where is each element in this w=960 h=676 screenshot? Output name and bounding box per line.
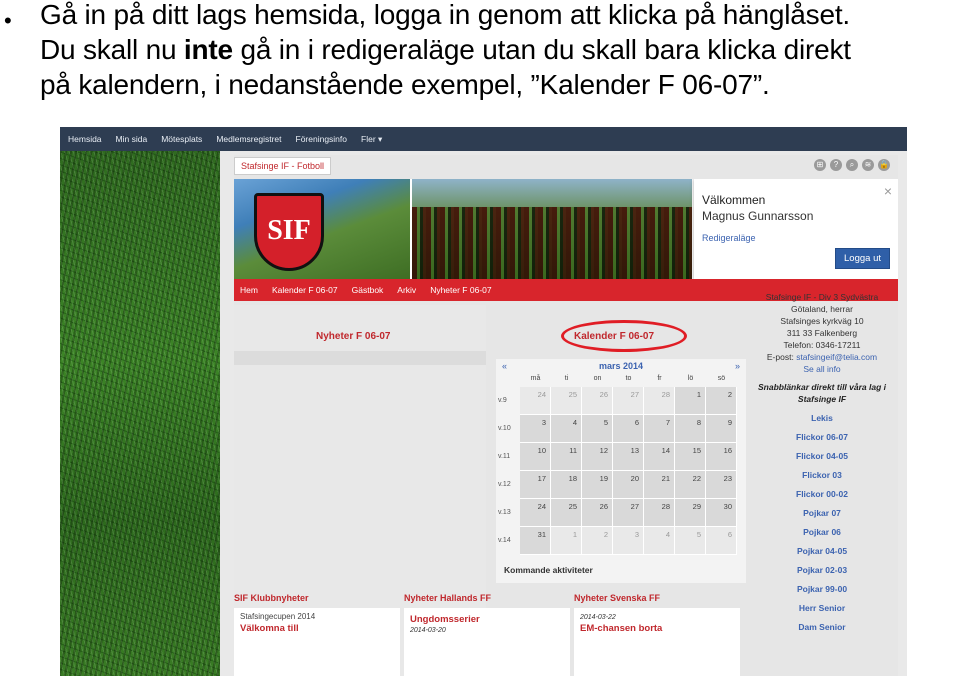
bottom-news-sub: Stafsingecupen 2014 [240, 612, 316, 621]
calendar-day[interactable]: 21 [644, 471, 675, 499]
week-number: v.13 [498, 509, 511, 516]
weekday-label: on [593, 375, 602, 382]
calendar-section [492, 305, 744, 583]
week-number: v.11 [498, 453, 511, 460]
calendar-day[interactable]: 28 [644, 499, 675, 527]
page-content [234, 292, 898, 676]
email-link[interactable]: stafsingeif@telia.com [796, 352, 878, 362]
calendar-day[interactable]: 27 [613, 387, 644, 415]
hallands-news [404, 593, 570, 676]
calendar-day[interactable]: 19 [582, 471, 613, 499]
instruction-line-3: på kalendern, i nedanstående exempel, ”Kalender F 06-07”. [40, 69, 770, 100]
bullet: • [4, 8, 12, 33]
club-logo: SIF [254, 193, 324, 271]
calendar-week-row [496, 415, 746, 443]
bottom-news-title[interactable]: Nyheter Svenska FF [574, 593, 661, 603]
next-month-button[interactable]: » [734, 361, 740, 371]
instruction-line-2-pre: Du skall nu [40, 34, 184, 65]
address-line: 311 33 Falkenberg [786, 328, 858, 338]
calendar-day[interactable]: 3 [520, 415, 551, 443]
calendar-day[interactable]: 25 [551, 387, 582, 415]
club-address [746, 291, 898, 375]
team-link[interactable]: Flickor 00-02 [796, 489, 848, 499]
teamnav-gastbok[interactable]: Gästbok [351, 285, 384, 295]
calendar-month: mars 2014 [598, 361, 644, 371]
calendar-day[interactable]: 6 [706, 527, 737, 555]
teamnav-hem[interactable]: Hem [240, 285, 258, 295]
calendar-day[interactable]: 4 [644, 527, 675, 555]
topnav-foreningsinfo[interactable]: Föreningsinfo [295, 134, 348, 144]
instruction-emphasis: inte [183, 34, 233, 65]
team-links [746, 409, 898, 637]
teamnav-nyheter[interactable]: Nyheter F 06-07 [430, 285, 492, 295]
week-number: v.10 [498, 425, 511, 432]
calendar-day[interactable]: 9 [706, 415, 737, 443]
calendar-grid [496, 375, 746, 555]
calendar-day[interactable]: 24 [520, 499, 551, 527]
calendar-day[interactable]: 2 [582, 527, 613, 555]
bottom-news-headline[interactable]: Ungdomsserier [410, 614, 480, 625]
bottom-news-box [574, 608, 740, 676]
calendar-day[interactable]: 4 [551, 415, 582, 443]
calendar-week-row [496, 387, 746, 415]
team-link[interactable]: Pojkar 99-00 [796, 584, 848, 594]
team-link[interactable]: Dam Senior [798, 622, 846, 632]
weekday-label: to [625, 375, 632, 382]
team-link[interactable]: Pojkar 06 [803, 527, 841, 537]
calendar-day[interactable]: 28 [644, 387, 675, 415]
calendar-day[interactable]: 24 [520, 387, 551, 415]
team-link[interactable]: Flickor 04-05 [796, 451, 848, 461]
teamnav-kalender[interactable]: Kalender F 06-07 [271, 285, 338, 295]
welcome-popup [694, 179, 898, 279]
calendar-day[interactable]: 1 [675, 387, 706, 415]
welcome-title: Välkommen [702, 193, 766, 207]
calendar-day[interactable]: 22 [675, 471, 706, 499]
instruction-line-2 [40, 33, 851, 67]
news-title[interactable]: Nyheter F 06-07 [316, 331, 391, 342]
quick-links-heading: Snabblänkar direkt till våra lag i Stafsinge IF [757, 382, 887, 404]
banner-photo-left [234, 179, 410, 279]
topnav-min-sida[interactable]: Min sida [115, 134, 148, 144]
weekday-label: må [530, 375, 541, 382]
team-link[interactable]: Lekis [811, 413, 833, 423]
calendar-day[interactable]: 16 [706, 443, 737, 471]
upcoming-activities: Kommande aktiviteter [504, 565, 593, 575]
user-name: Magnus Gunnarsson [702, 209, 814, 223]
calendar-day[interactable]: 23 [706, 471, 737, 499]
sitemap-icon[interactable]: ⊞ [814, 159, 826, 171]
calendar-day[interactable]: 5 [582, 415, 613, 443]
calendar-day[interactable]: 26 [582, 387, 613, 415]
address-line: Stafsinge IF - Div 3 Sydvästra [765, 292, 879, 302]
bottom-news-headline[interactable]: Välkomna till [240, 623, 299, 634]
calendar-weekday-row [496, 375, 746, 387]
calendar-day[interactable]: 1 [551, 527, 582, 555]
toolbar-icons [814, 159, 890, 171]
news-bar [234, 351, 486, 365]
grass-background [60, 151, 220, 676]
bottom-news-title[interactable]: Nyheter Hallands FF [404, 593, 492, 603]
calendar-day[interactable]: 20 [613, 471, 644, 499]
weekday-label: sö [717, 375, 726, 382]
week-number: v.9 [498, 397, 507, 404]
topnav-motesplats[interactable]: Mötesplats [161, 134, 203, 144]
calendar-day[interactable]: 6 [613, 415, 644, 443]
teamnav-arkiv[interactable]: Arkiv [397, 285, 417, 295]
padlock-icon[interactable]: 🔒 [879, 160, 889, 169]
calendar-day[interactable]: 29 [675, 499, 706, 527]
team-link[interactable]: Pojkar 07 [803, 508, 841, 518]
calendar-day[interactable]: 31 [520, 527, 551, 555]
site-tag[interactable]: Stafsinge IF - Fotboll [234, 157, 331, 175]
weekday-label: lö [687, 375, 694, 382]
topnav-medlemsregistret[interactable]: Medlemsregistret [216, 134, 282, 144]
calendar-week-row [496, 499, 746, 527]
bottom-news-box [234, 608, 400, 676]
email-line [746, 351, 898, 363]
team-link[interactable]: Herr Senior [798, 603, 846, 613]
bottom-news-headline[interactable]: EM-chansen borta [580, 623, 663, 634]
calendar-day[interactable]: 14 [644, 443, 675, 471]
bottom-news-date: 2014-03-20 [410, 627, 446, 634]
calendar-day[interactable]: 12 [582, 443, 613, 471]
team-link[interactable]: Flickor 06-07 [796, 432, 848, 442]
instruction-line-1: Gå in på ditt lags hemsida, logga in genom att klicka på hänglåset. [40, 0, 850, 30]
week-number: v.12 [498, 481, 511, 488]
bottom-news-date: 2014-03-22 [580, 614, 616, 621]
bottom-news-box [404, 608, 570, 676]
calendar-day[interactable]: 11 [551, 443, 582, 471]
week-header-blank [496, 375, 520, 387]
weekday-label: fr [657, 375, 662, 382]
instruction-text [0, 0, 960, 110]
contact-column [746, 291, 898, 676]
rss-icon[interactable]: ≋ [862, 159, 874, 171]
club-news [234, 593, 400, 676]
calendar-header [496, 359, 746, 373]
calendar-day[interactable]: 26 [582, 499, 613, 527]
calendar-day[interactable]: 8 [675, 415, 706, 443]
calendar-link[interactable]: Kalender F 06-07 [574, 331, 655, 342]
address-line: Telefon: 0346-17211 [783, 340, 861, 350]
top-navigation [60, 127, 907, 151]
calendar-day[interactable]: 17 [520, 471, 551, 499]
calendar-day[interactable]: 25 [551, 499, 582, 527]
team-page [234, 155, 898, 676]
calendar-week-row [496, 471, 746, 499]
weekday-label: ti [564, 375, 569, 382]
help-icon[interactable]: ? [830, 159, 842, 171]
week-number: v.14 [498, 537, 511, 544]
email-label: E-post: [766, 352, 797, 362]
calendar-widget [496, 359, 746, 583]
calendar-day[interactable]: 7 [644, 415, 675, 443]
website-screenshot [60, 127, 907, 676]
search-icon[interactable]: ⌕ [846, 159, 858, 171]
calendar-day[interactable]: 10 [520, 443, 551, 471]
calendar-week-row [496, 527, 746, 555]
calendar-day[interactable]: 18 [551, 471, 582, 499]
address-line: Götaland, herrar [791, 304, 853, 314]
bottom-news [234, 593, 744, 676]
instruction-line-2-post: gå in i redigeraläge utan du skall bara klicka direkt [232, 34, 851, 65]
header-banner [234, 179, 898, 279]
svenska-news [574, 593, 740, 676]
see-all-info-link[interactable]: Se all info [803, 364, 841, 374]
team-link[interactable]: Pojkar 04-05 [796, 546, 848, 556]
calendar-day[interactable]: 30 [706, 499, 737, 527]
topnav-fler[interactable]: Fler ▾ [361, 133, 383, 144]
prev-month-button[interactable]: « [502, 361, 508, 371]
team-link[interactable]: Pojkar 02-03 [796, 565, 848, 575]
calendar-day[interactable]: 5 [675, 527, 706, 555]
bottom-news-title[interactable]: SIF Klubbnyheter [234, 593, 309, 603]
address-line: Stafsinges kyrkväg 10 [780, 316, 864, 326]
calendar-day[interactable]: 3 [613, 527, 644, 555]
topnav-hemsida[interactable]: Hemsida [68, 134, 102, 144]
calendar-day[interactable]: 13 [613, 443, 644, 471]
calendar-day[interactable]: 27 [613, 499, 644, 527]
logout-button[interactable]: Logga ut [835, 248, 890, 269]
calendar-week-row [496, 443, 746, 471]
banner-team-photo [412, 179, 692, 279]
calendar-day[interactable]: 2 [706, 387, 737, 415]
team-link[interactable]: Flickor 03 [802, 470, 842, 480]
edit-mode-link[interactable]: Redigeraläge [702, 233, 756, 243]
close-icon[interactable]: × [883, 183, 892, 199]
calendar-day[interactable]: 15 [675, 443, 706, 471]
